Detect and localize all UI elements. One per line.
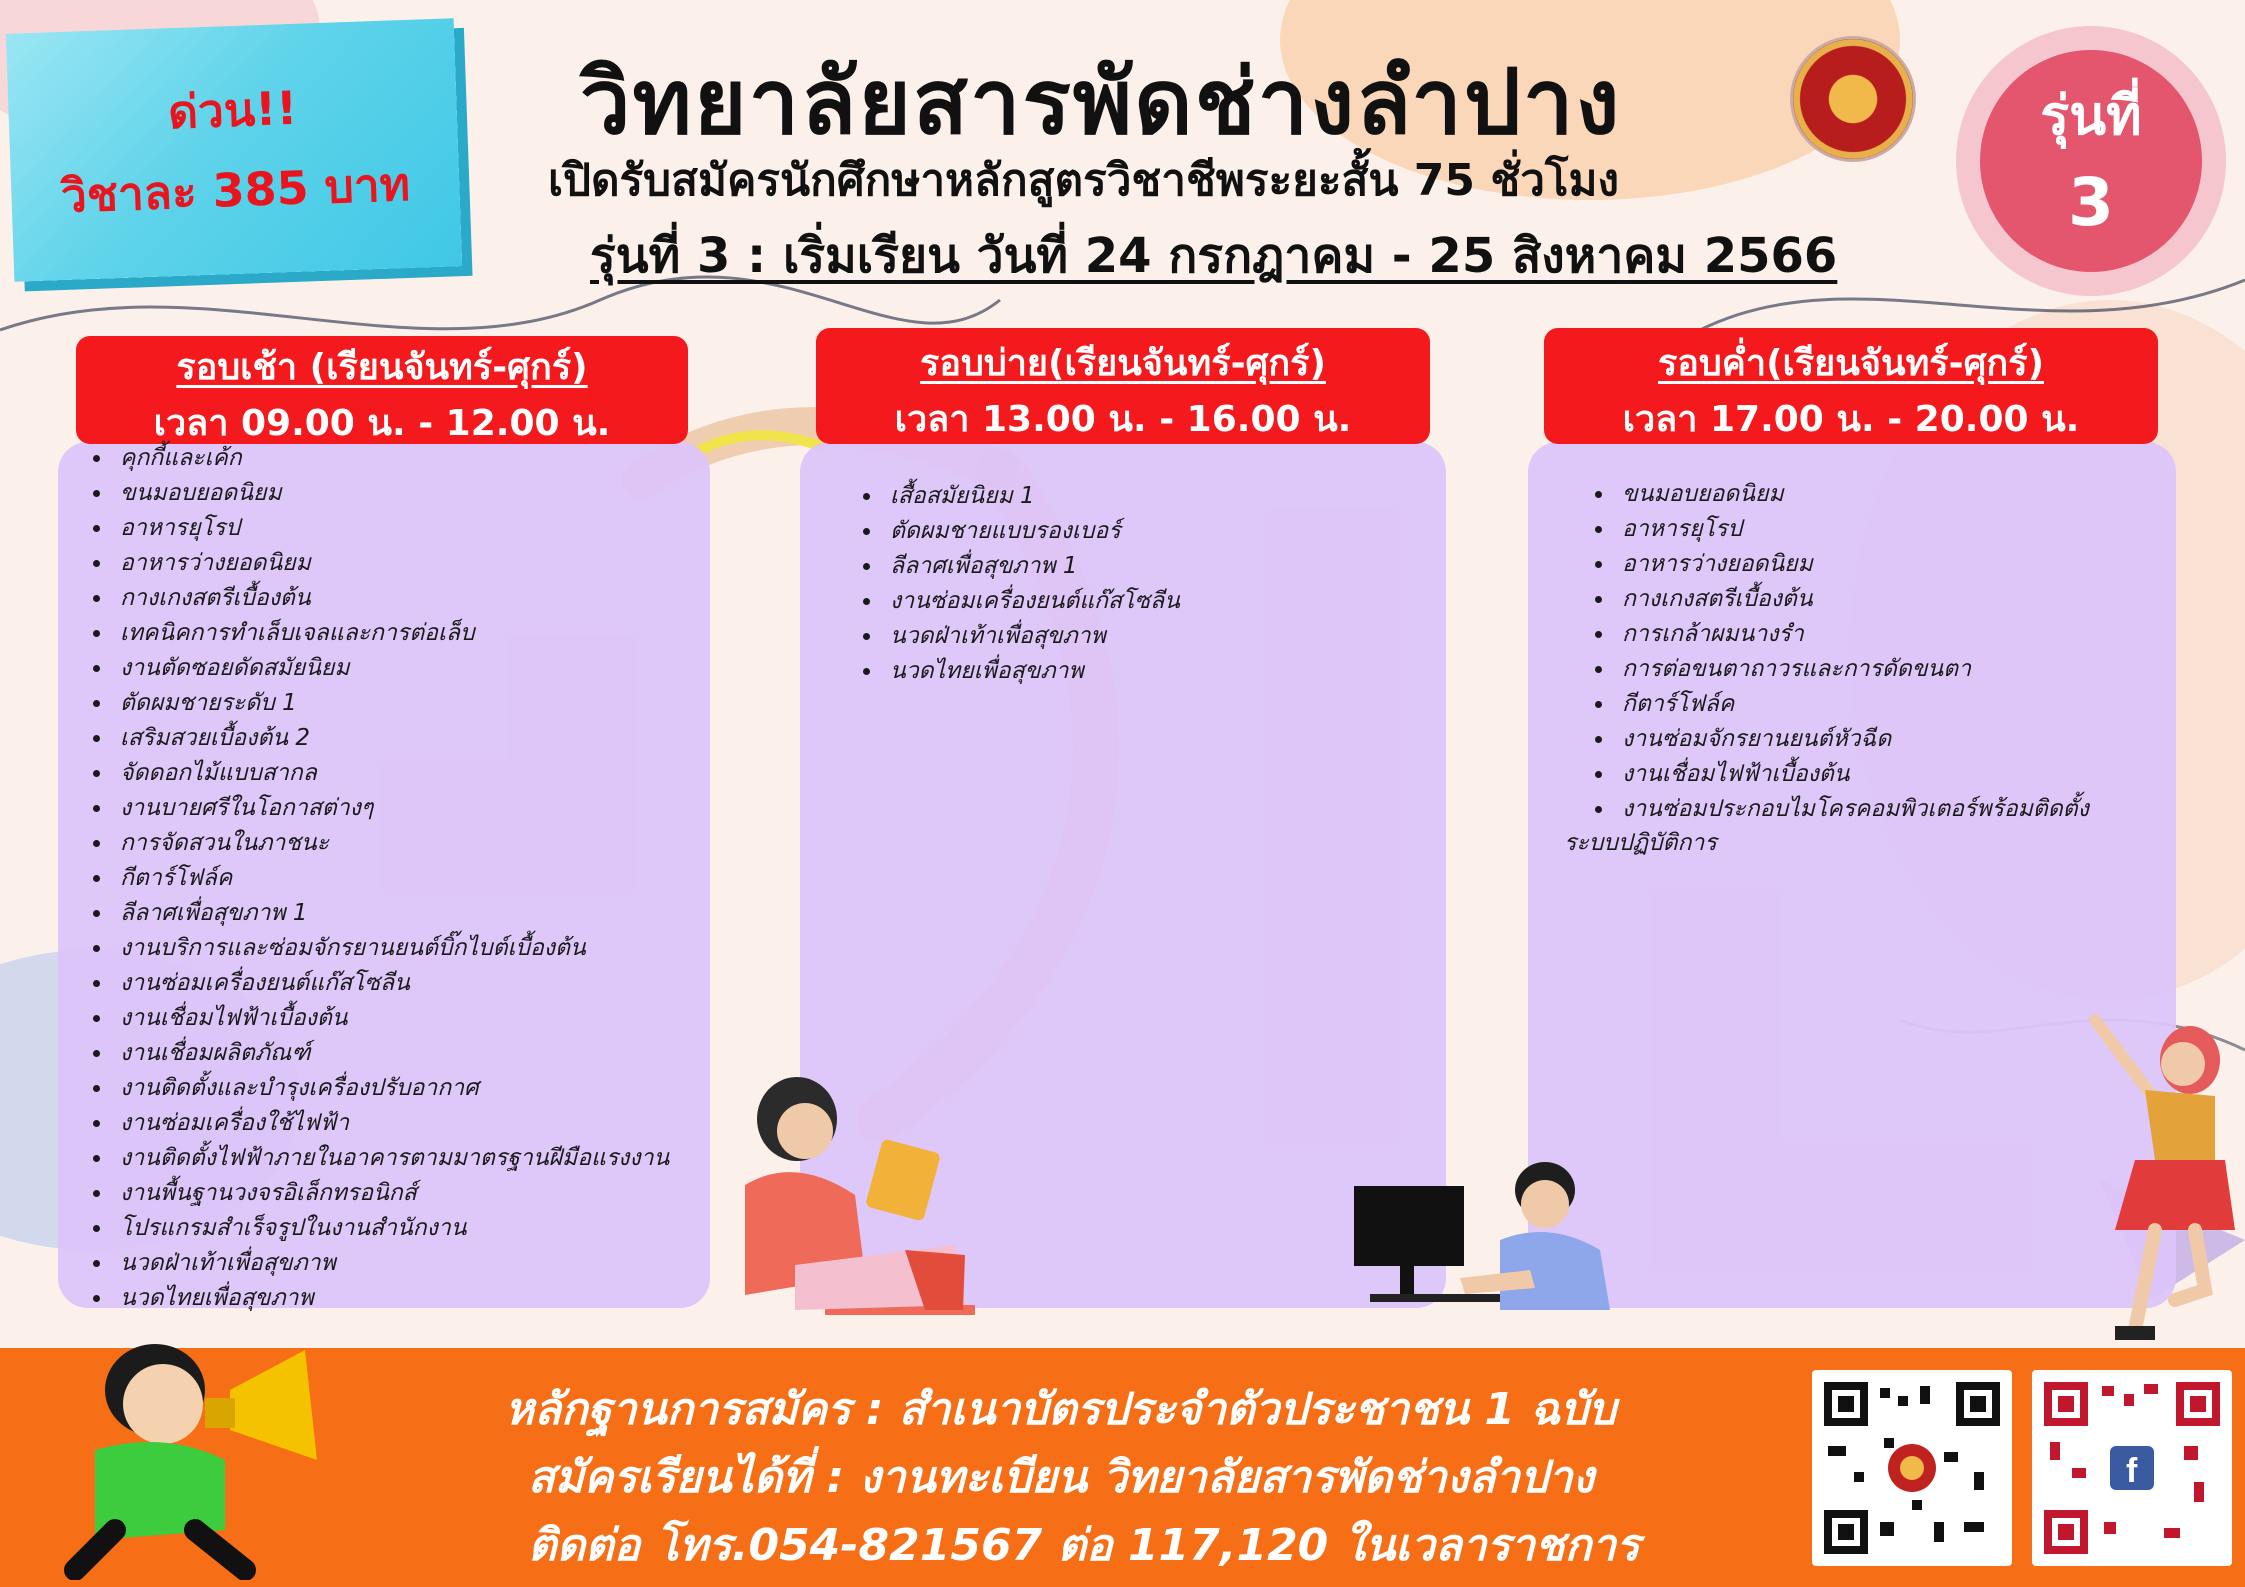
course-item: • งานซ่อมเครื่องยนต์แก๊สโซลีน (114, 965, 754, 1000)
course-item: • อาหารว่างยอดนิยม (1616, 546, 2216, 581)
course-item: • จัดดอกไม้แบบสากล (114, 755, 754, 790)
course-item: • งานซ่อมจักรยานยนต์หัวฉีด (1616, 721, 2216, 756)
course-item: • นวดฝ่าเท้าเพื่อสุขภาพ (884, 618, 1484, 653)
course-item: • ลีลาศเพื่อสุขภาพ 1 (114, 895, 754, 930)
course-item: • งานติดตั้งไฟฟ้าภายในอาคารตามมาตรฐานฝีมือแรงงาน (114, 1140, 754, 1175)
course-item: • ตัดผมชายแบบรองเบอร์ (884, 513, 1484, 548)
course-item: • งานเชื่อมไฟฟ้าเบื้องต้น (1616, 756, 2216, 791)
course-item: • งานติดตั้งและบำรุงเครื่องปรับอากาศ (114, 1070, 754, 1105)
morning-panel-header (76, 336, 688, 444)
course-item: • กีตาร์โฟล์ค (114, 860, 754, 895)
requirement-text: หลักฐานการสมัคร : สำเนาบัตรประจำตัวประชาชน 1 ฉบับ (505, 1384, 1617, 1435)
course-item: • เทคนิคการทำเล็บเจลและการต่อเล็บ (114, 615, 754, 650)
course-item: • งานซ่อมเครื่องยนต์แก๊สโซลีน (884, 583, 1484, 618)
course-item: • เสื้อสมัยนิยม 1 (884, 478, 1484, 513)
course-item: • ลีลาศเพื่อสุขภาพ 1 (884, 548, 1484, 583)
cohort-number: 3 (2068, 163, 2114, 241)
urgent-label: ด่วน!! (167, 80, 299, 140)
course-item: • ขนมอบยอดนิยม (1616, 476, 2216, 511)
megaphone-man-illustration (55, 1320, 355, 1580)
course-item: • งานบริการและซ่อมจักรยานยนต์บิ๊กไบต์เบื้องต้น (114, 930, 754, 965)
cohort-circle (1980, 50, 2202, 272)
course-item: • งานซ่อมเครื่องใช้ไฟฟ้า (114, 1105, 754, 1140)
evening-panel-title: รอบค่ำ(เรียนจันทร์-ศุกร์) (1657, 343, 2045, 384)
course-item: • นวดไทยเพื่อสุขภาพ (884, 653, 1484, 688)
course-item: • การจัดสวนในภาชนะ (114, 825, 754, 860)
course-item: ระบบปฏิบัติการ (1564, 830, 1717, 856)
girl-with-tablet-illustration (705, 1075, 985, 1315)
course-item: • งานตัดซอยดัดสมัยนิยม (114, 650, 754, 685)
cohort-dates: รุ่นที่ 3 : เริ่มเรียน วันที่ 24 กรกฎาคม - 25 สิงหาคม 2566 (590, 228, 1838, 284)
boy-at-computer-illustration (1350, 1160, 1630, 1310)
contact-text: ติดต่อ โทร.054-821567 ต่อ 117,120 ในเวลาราชการ (528, 1520, 1640, 1571)
college-seal-logo (1790, 36, 1916, 162)
apply-location-text: สมัครเรียนได้ที่ : งานทะเบียน วิทยาลัยสารพัดช่างลำปาง (528, 1452, 1595, 1503)
course-item: • คุกกี้และเค้ก (114, 440, 754, 475)
facebook-icon: f (2126, 1452, 2138, 1490)
dancing-woman-illustration (2075, 1000, 2245, 1350)
course-item: • กางเกงสตรีเบื้องต้น (1616, 581, 2216, 616)
course-item: • อาหารยุโรป (114, 510, 754, 545)
program-subtitle: เปิดรับสมัครนักศึกษาหลักสูตรวิชาชีพระยะสั้น 75 ชั่วโมง (548, 155, 1620, 206)
course-item: • งานซ่อมประกอบไมโครคอมพิวเตอร์พร้อมติดตั้ง (1616, 791, 2216, 826)
evening-panel-header (1544, 328, 2158, 444)
afternoon-panel-title: รอบบ่าย(เรียนจันทร์-ศุกร์) (920, 343, 1326, 384)
afternoon-course-list (832, 478, 1484, 688)
course-item: • อาหารว่างยอดนิยม (114, 545, 754, 580)
course-item: • งานเชื่อมผลิตภัณฑ์ (114, 1035, 754, 1070)
price-label: วิชาละ 385 บาท (59, 156, 411, 224)
morning-course-list (62, 440, 754, 1315)
college-title: วิทยาลัยสารพัดช่างลำปาง (580, 49, 1622, 155)
facebook-qr-code[interactable] (2032, 1370, 2232, 1566)
website-qr-code[interactable] (1812, 1370, 2012, 1566)
cohort-label: รุ่นที่ (2040, 83, 2142, 147)
morning-panel-title: รอบเช้า (เรียนจันทร์-ศุกร์) (176, 347, 588, 388)
evening-course-list (1564, 476, 2216, 860)
course-item: • อาหารยุโรป (1616, 511, 2216, 546)
course-item: • นวดไทยเพื่อสุขภาพ (114, 1280, 754, 1315)
course-item: • กางเกงสตรีเบื้องต้น (114, 580, 754, 615)
course-item: • นวดฝ่าเท้าเพื่อสุขภาพ (114, 1245, 754, 1280)
course-item: • ขนมอบยอดนิยม (114, 475, 754, 510)
website-qr-pattern (1824, 1382, 2000, 1554)
facebook-qr-pattern (2044, 1382, 2220, 1554)
course-item: • โปรแกรมสำเร็จรูปในงานสำนักงาน (114, 1210, 754, 1245)
evening-panel-time: เวลา 17.00 น. - 20.00 น. (1622, 399, 2080, 440)
course-item: • ตัดผมชายระดับ 1 (114, 685, 754, 720)
course-item: • งานบายศรีในโอกาสต่างๆ (114, 790, 754, 825)
course-item: • เสริมสวยเบื้องต้น 2 (114, 720, 754, 755)
course-item: • งานเชื่อมไฟฟ้าเบื้องต้น (114, 1000, 754, 1035)
urgent-price-badge (6, 18, 462, 281)
morning-panel-time: เวลา 09.00 น. - 12.00 น. (153, 403, 611, 444)
course-item: • การเกล้าผมนางรำ (1616, 616, 2216, 651)
course-item: • กีตาร์โฟล์ค (1616, 686, 2216, 721)
course-item: • การต่อขนตาถาวรและการดัดขนตา (1616, 651, 2216, 686)
course-item: • งานพื้นฐานวงจรอิเล็กทรอนิกส์ (114, 1175, 754, 1210)
afternoon-panel-header (816, 328, 1430, 444)
afternoon-panel-time: เวลา 13.00 น. - 16.00 น. (894, 399, 1352, 440)
